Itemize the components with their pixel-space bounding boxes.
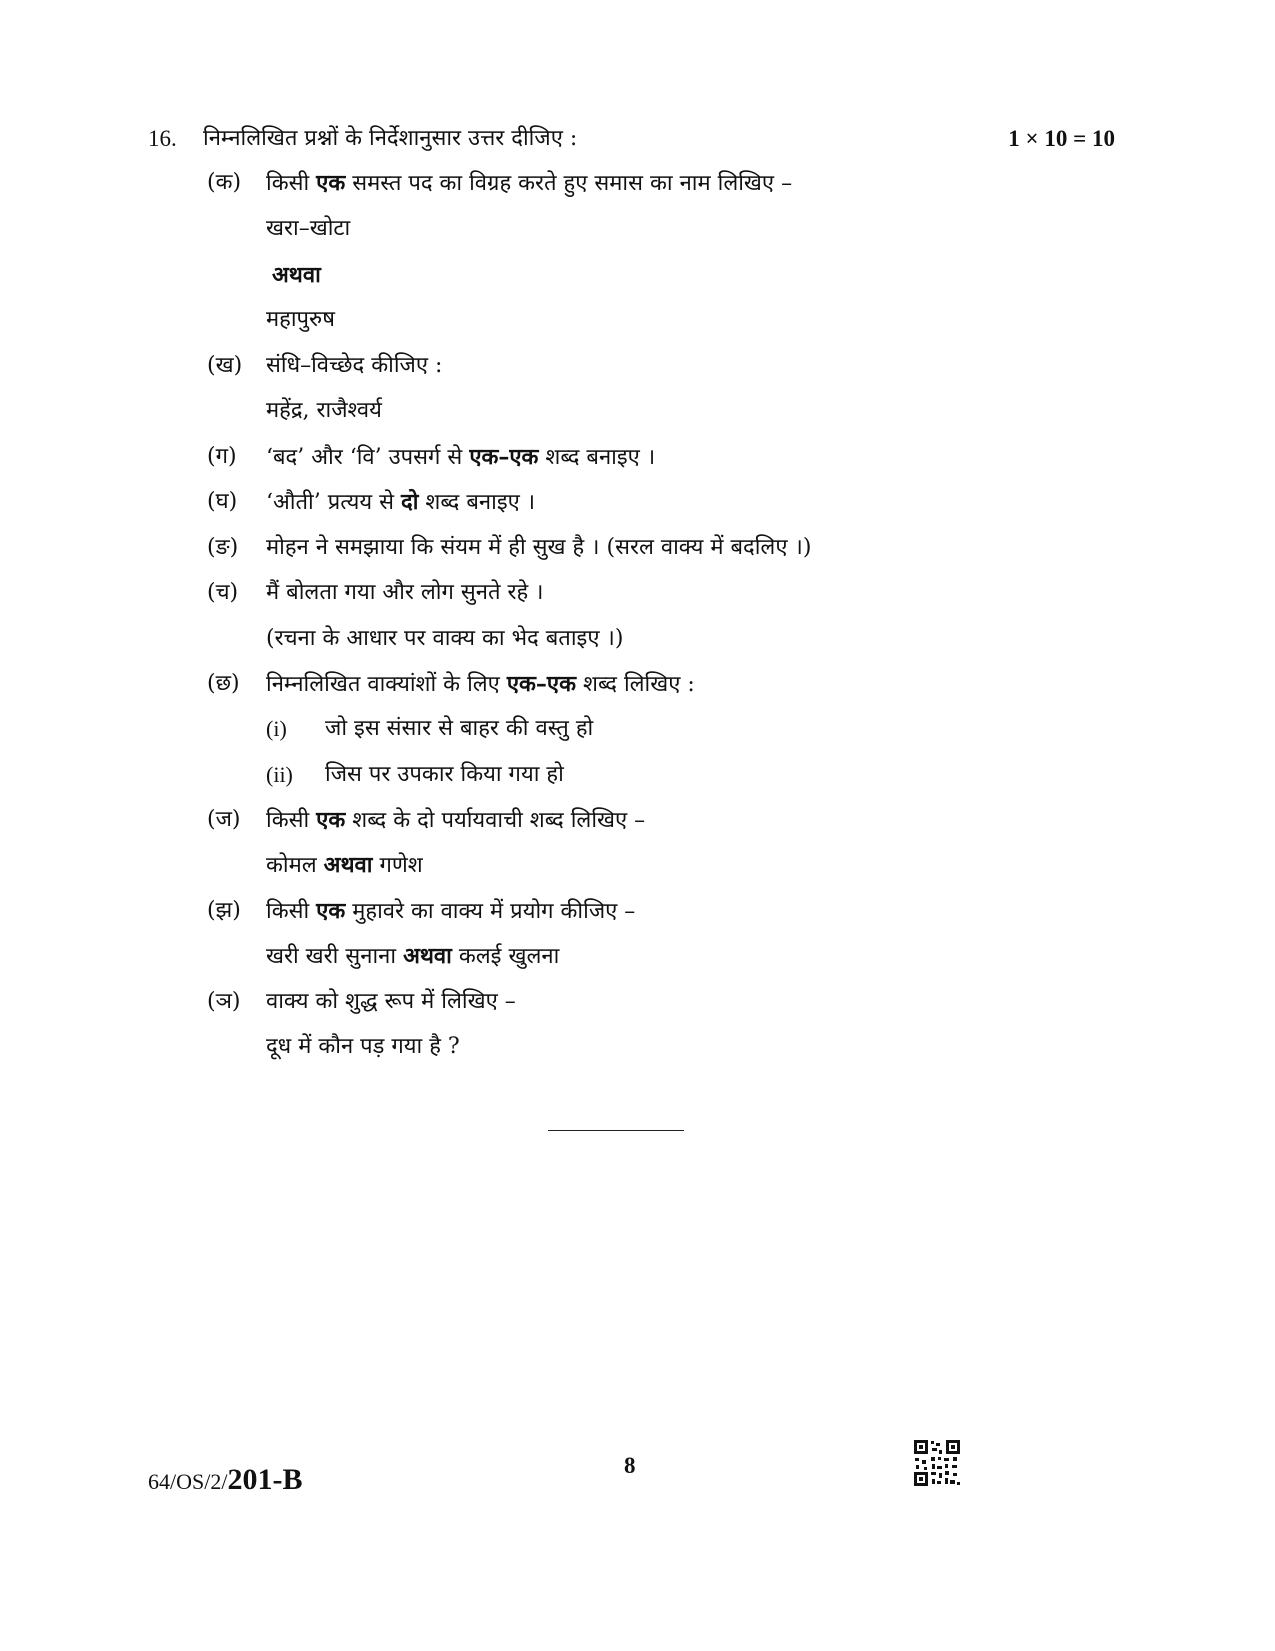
part-ka-label: (क): [207, 170, 242, 195]
emphasis: एक–एक: [469, 444, 539, 470]
part-gha-label: (घ): [207, 489, 238, 514]
part-kha-text: संधि–विच्छेद कीजिए :: [266, 353, 443, 378]
part-ka-text: किसी एक समस्त पद का विग्रह करते हुए समास का नाम लिखिए –: [266, 170, 793, 196]
part-ja-words: कोमल अथवा गणेश: [266, 852, 423, 878]
part-cha-text: मैं बोलता गया और लोग सुनते रहे ।: [266, 580, 544, 605]
part-jha-text: किसी एक मुहावरे का वाक्य में प्रयोग कीजिए –: [266, 898, 636, 924]
sub-item-number: (i): [266, 716, 287, 741]
qr-code-icon: [912, 1438, 962, 1488]
or-word: अथवा: [403, 943, 452, 969]
part-jha-label: (झ): [207, 898, 241, 923]
question-marks: 1 × 10 = 10: [1008, 126, 1115, 151]
part-nga-label: (ङ): [207, 535, 239, 560]
question-instruction: निम्नलिखित प्रश्नों के निर्देशानुसार उत्तर दीजिए :: [203, 126, 578, 151]
part-cha-note: (रचना के आधार पर वाक्य का भेद बताइए ।): [266, 626, 624, 651]
part-ja-label: (ज): [207, 807, 241, 832]
part-kha-words: महेंद्र, राजैश्वर्य: [266, 398, 382, 423]
emphasis: एक: [316, 170, 346, 196]
emphasis: एक–एक: [506, 671, 576, 697]
page-number: 8: [624, 1453, 636, 1478]
part-nga-text: मोहन ने समझाया कि संयम में ही सुख है । (सरल वाक्य में बदलिए ।): [266, 535, 812, 560]
part-nya-label: (ञ): [207, 989, 241, 1014]
part-chha-text: निम्नलिखित वाक्यांशों के लिए एक–एक शब्द लिखिए :: [266, 671, 695, 697]
part-jha-idioms: खरी खरी सुनाना अथवा कलई खुलना: [266, 943, 560, 969]
emphasis: एक: [316, 898, 346, 924]
part-chha-label: (छ): [207, 671, 240, 696]
or-word: अथवा: [323, 852, 373, 878]
part-ka-or: अथवा: [272, 262, 321, 288]
part-cha-label: (च): [207, 580, 239, 605]
end-divider: [548, 1130, 684, 1131]
part-ga-text: ‘बद’ और ‘वि’ उपसर्ग से एक–एक शब्द बनाइए ।: [266, 444, 656, 470]
part-gha-text: ‘औती’ प्रत्यय से दो शब्द बनाइए ।: [266, 489, 536, 515]
sub-item-text: जिस पर उपकार किया गया हो: [325, 762, 564, 787]
paper-code: 64/OS/2/201-B: [148, 1463, 303, 1496]
question-number: 16.: [148, 126, 177, 151]
part-ja-text: किसी एक शब्द के दो पर्यायवाची शब्द लिखिए –: [266, 807, 646, 833]
sub-item-text: जो इस संसार से बाहर की वस्तु हो: [325, 716, 594, 741]
part-ga-label: (ग): [207, 444, 237, 469]
sub-item-number: (ii): [266, 762, 293, 787]
part-ka-word-2: महापुरुष: [266, 307, 335, 332]
part-ka-word-1: खरा–खोटा: [266, 216, 351, 241]
emphasis: दो: [401, 489, 419, 515]
part-nya-text: वाक्य को शुद्ध रूप में लिखिए –: [266, 989, 516, 1014]
emphasis: एक: [316, 807, 346, 833]
part-kha-label: (ख): [207, 353, 243, 378]
part-nya-sentence: दूध में कौन पड़ गया है ?: [266, 1034, 460, 1059]
